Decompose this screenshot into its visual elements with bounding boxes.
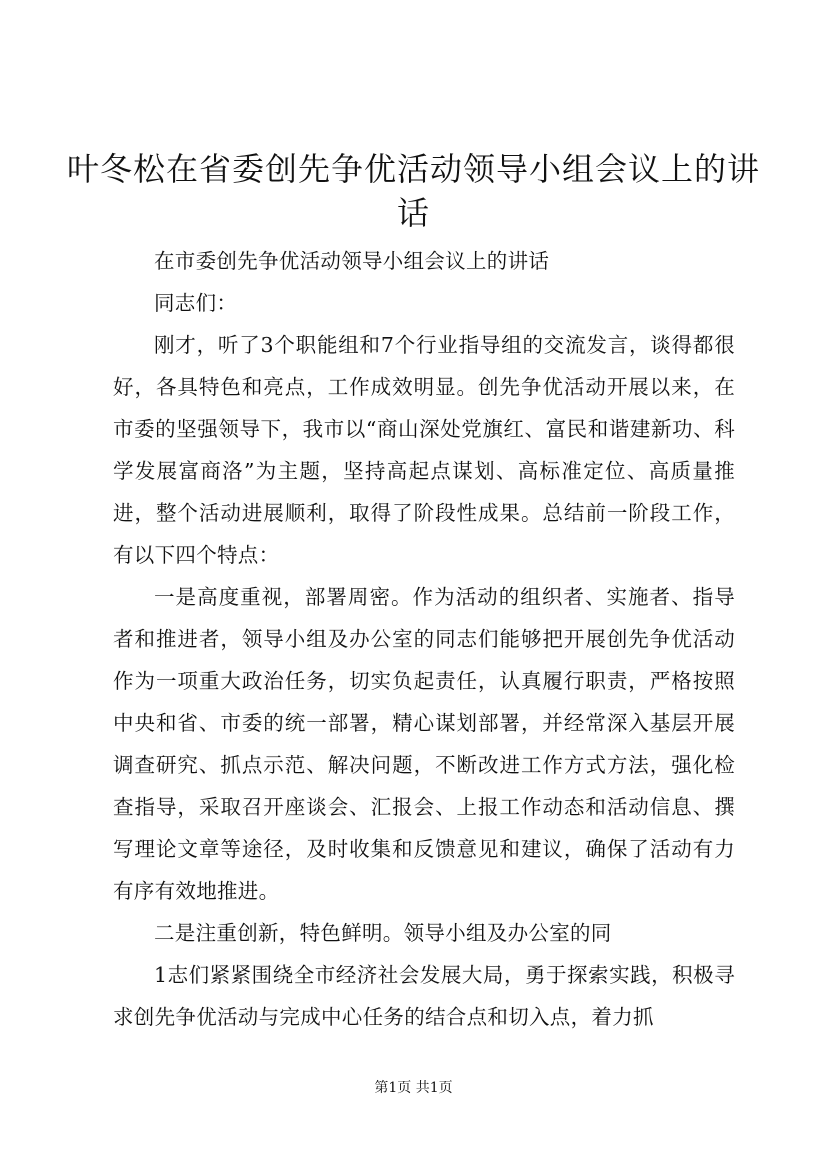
paragraph-salutation: 同志们： [154,291,238,315]
paragraph-intro: 刚才，听了3个职能组和7个行业指导组的交流发言，谈得都很好，各具特色和亮点，工作成效明显。创先争优活动开展以来，在市委的坚强领导下，我市以“商山深处党旗红、富民和谐建新功、科学发展富商洛”为主题，坚持高起点谋划、高标准定位、高质量推进，整个活动进展顺利，取得了阶段性成果。总结前一阶段工作，有以下四个特点： [113,333,735,567]
page-number-footer: 第1页 共1页 [374,1080,453,1096]
paragraph-point-two: 二是注重创新，特色鲜明。领导小组及办公室的同 [154,921,612,945]
paragraph-subtitle: 在市委创先争优活动领导小组会议上的讲话 [154,249,550,273]
paragraph-point-one: 一是高度重视，部署周密。作为活动的组织者、实施者、指导者和推进者，领导小组及办公室的同志们能够把开展创先争优活动作为一项重大政治任务，切实负起责任，认真履行职责，严格按照中央和省、市委的统一部署，精心谋划部署，并经常深入基层开展调查研究、抓点示范、解决问题，不断改进工作方式方法，强化检查指导，采取召开座谈会、汇报会、上报工作动态和活动信息、撰写理论文章等途径，及时收集和反馈意见和建议，确保了活动有力有序有效地推进。 [113,585,735,903]
document-title: 叶冬松在省委创先争优活动领导小组会议上的讲话 [66,150,760,232]
paragraph-continuation: 1志们紧紧围绕全市经济社会发展大局，勇于探索实践，积极寻求创先争优活动与完成中心任务的结合点和切入点，着力抓 [113,963,735,1029]
document-body [113,240,735,1038]
